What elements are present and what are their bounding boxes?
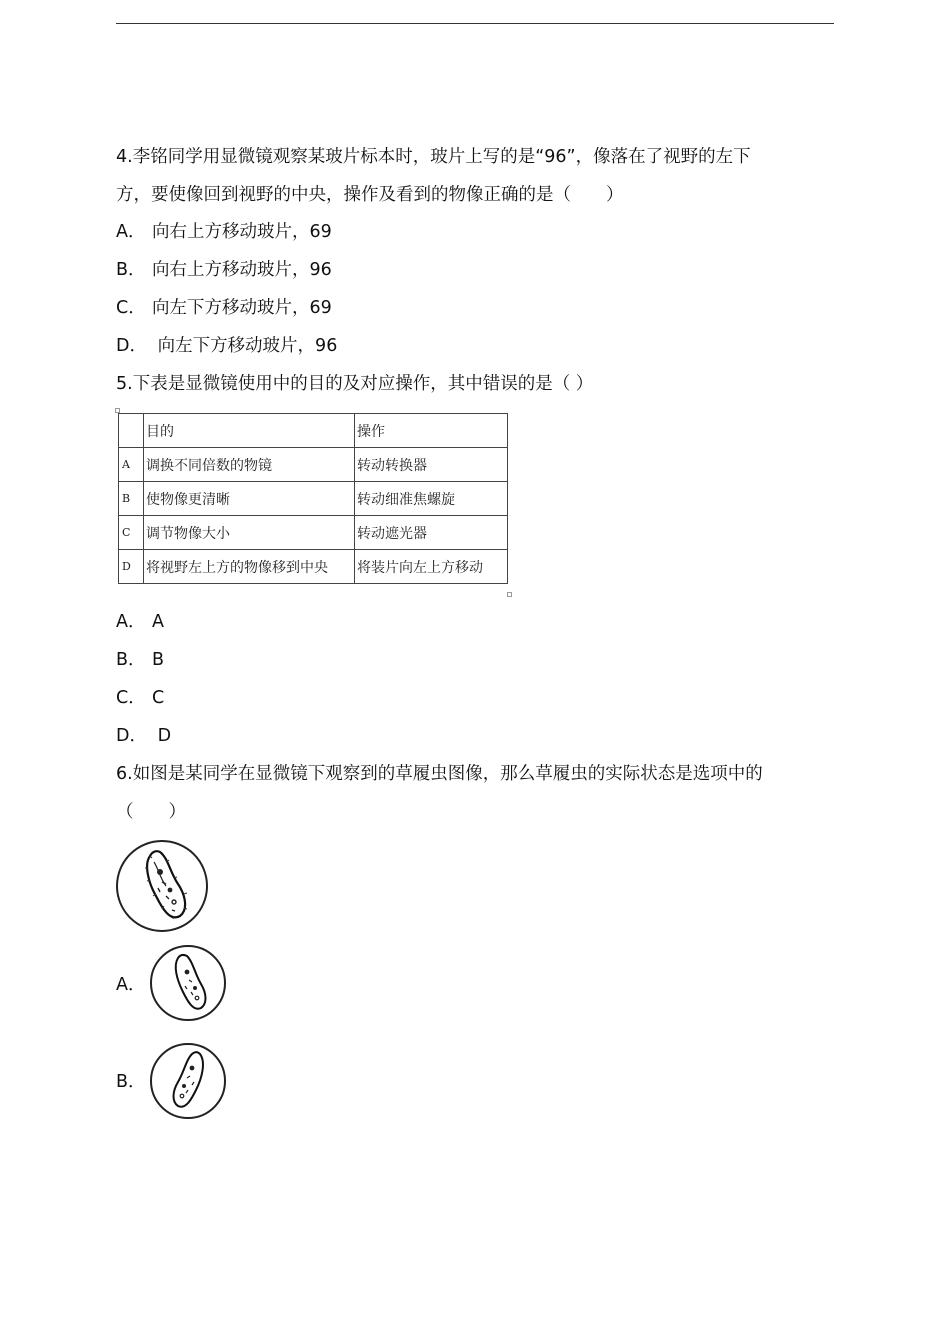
table-cell-operation: 将装片向左上方移动 [355, 550, 508, 584]
q4-stem-line2: 方，要使像回到视野的中央，操作及看到的物像正确的是（ ） [116, 185, 624, 205]
option-text: 向右上方移动玻片，69 [152, 222, 332, 242]
option-letter: C． [116, 688, 146, 708]
option-letter: A． [116, 612, 146, 632]
option-text: B [152, 650, 165, 670]
table-header-row [119, 414, 508, 448]
table-row [119, 516, 508, 550]
table-row [119, 448, 508, 482]
q5-option-a[interactable] [116, 610, 164, 634]
table-cell-purpose: 将视野左上方的物像移到中央 [144, 550, 355, 584]
table-cell-purpose: 使物像更清晰 [144, 482, 355, 516]
q6-option-a-label: A． [116, 975, 146, 995]
table-cell-label: C [119, 516, 144, 550]
option-letter: B． [116, 650, 146, 670]
option-letter: B． [116, 260, 146, 280]
q4-option-d[interactable] [116, 334, 337, 358]
q5-option-d[interactable] [116, 724, 171, 748]
table-row [119, 482, 508, 516]
table-resize-mark [507, 592, 512, 597]
table-cell-purpose: 调节物像大小 [144, 516, 355, 550]
table-cell-label: A [119, 448, 144, 482]
q4-option-b[interactable] [116, 258, 332, 282]
q6-option-a-image[interactable] [149, 944, 227, 1022]
q6-option-b-label: B． [116, 1072, 146, 1092]
q5-option-b[interactable] [116, 648, 164, 672]
q5-table [118, 413, 508, 584]
q6-option-b-image[interactable] [148, 1042, 228, 1120]
q6-stem-line1: 6.如图是某同学在显微镜下观察到的草履虫图像，那么草履虫的实际状态是选项中的 [116, 764, 763, 784]
q5-stem: 5.下表是显微镜使用中的目的及对应操作，其中错误的是（ ） [116, 374, 594, 394]
q4-stem-line1: 4.李铭同学用显微镜观察某玻片标本时，玻片上写的是“96”，像落在了视野的左下 [116, 147, 751, 167]
table-cell-operation: 转动遮光器 [355, 516, 508, 550]
q4-option-c[interactable] [116, 296, 332, 320]
option-text: D [152, 726, 172, 746]
q6-stem-line2: （ ） [116, 802, 186, 822]
table-header-operation: 操作 [355, 414, 508, 448]
paramecium-figure [114, 838, 210, 934]
q4-option-a[interactable] [116, 220, 332, 244]
option-text: 向左下方移动玻片，69 [152, 298, 332, 318]
table-row [119, 550, 508, 584]
option-letter: D． [116, 726, 147, 746]
option-text: 向右上方移动玻片，96 [152, 260, 332, 280]
table-cell-purpose: 调换不同倍数的物镜 [144, 448, 355, 482]
option-letter: A． [116, 222, 146, 242]
table-cell-label: D [119, 550, 144, 584]
q5-option-c[interactable] [116, 686, 164, 710]
option-letter: D． [116, 336, 147, 356]
table-cell [119, 414, 144, 448]
table-cell-operation: 转动转换器 [355, 448, 508, 482]
option-letter: C． [116, 298, 146, 318]
table-header-purpose: 目的 [144, 414, 355, 448]
table-cell-label: B [119, 482, 144, 516]
option-text: 向左下方移动玻片，96 [152, 336, 338, 356]
table-cell-operation: 转动细准焦螺旋 [355, 482, 508, 516]
header-rule [116, 23, 834, 24]
option-text: A [152, 612, 164, 632]
option-text: C [152, 688, 165, 708]
